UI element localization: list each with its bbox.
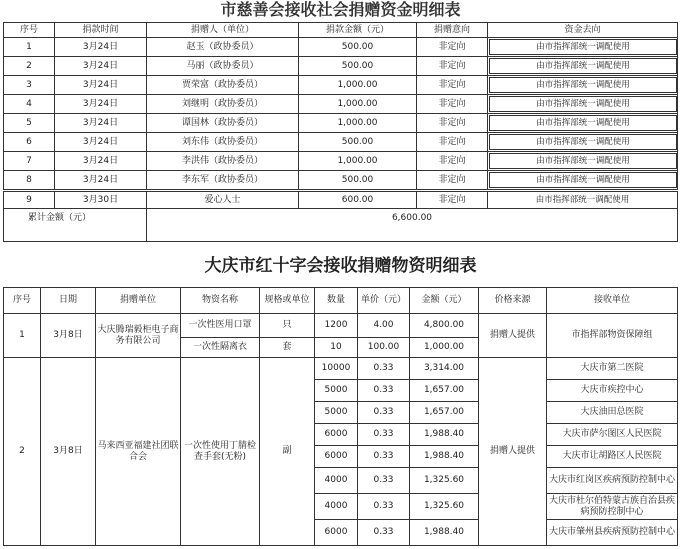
item-price: 100.00 [358,338,410,358]
item-price: 0.33 [358,446,410,468]
header-cell: 捐款金额（元） [299,23,417,38]
fund-destination [488,38,678,57]
fund-destination-text: 由市指挥部统一调配使用 [489,134,677,150]
item-amount: 3,314.00 [410,358,479,380]
donation-date: 3月24日 [55,76,147,95]
material-donation-table [3,287,678,546]
table-row [4,152,678,171]
table-row [4,314,678,338]
donation-amount: 600.00 [299,192,417,209]
item-amount: 1,325.60 [410,494,479,520]
item-amount: 1,988.40 [410,424,479,446]
item-quantity: 4000 [315,494,358,520]
total-row [4,209,678,242]
receiving-unit: 大庆市红岗区疾病预防控制中心 [547,468,678,494]
receiving-unit: 大庆油田总医院 [547,402,678,424]
donation-date: 3月24日 [55,38,147,57]
table-row [4,192,678,209]
header-cell: 捐赠人（单位） [147,23,299,38]
row-number: 3 [4,76,55,95]
item-price: 0.33 [358,494,410,520]
item-amount: 1,988.40 [410,446,479,468]
donation-date: 3月24日 [55,171,147,190]
donation-amount: 500.00 [299,57,417,76]
page-title-cash-donations: 市慈善会接收社会捐赠资金明细表 [220,0,461,19]
fund-destination [488,114,678,133]
page-title-material-donations: 大庆市红十字会接收捐赠物资明细表 [204,256,477,276]
donation-intent: 非定向 [417,38,488,57]
receiving-unit: 大庆市疾控中心 [547,380,678,402]
item-amount: 1,988.40 [410,520,479,546]
donation-date: 3月24日 [55,133,147,152]
fund-destination-text: 由市指挥部统一调配使用 [489,96,677,112]
fund-destination-text: 由市指挥部统一调配使用 [489,172,677,188]
donation-amount: 1,000.00 [299,114,417,133]
total-value: 6,600.00 [147,209,678,242]
header-cell: 价格来源 [479,288,547,314]
donor-name: 贾荣富（政协委员） [147,76,299,95]
item-name: 一次性隔离衣 [181,338,260,358]
fund-destination [488,57,678,76]
row-number: 9 [4,192,55,209]
header-cell: 捐赠单位 [96,288,181,314]
donation-date: 3月8日 [41,358,96,546]
donor-unit: 大庆腾瑞毅柜电子商务有限公司 [96,314,181,358]
header-cell: 捐款时间 [55,23,147,38]
donor-name: 马丽（政协委员） [147,57,299,76]
item-quantity: 10000 [315,358,358,380]
row-number: 8 [4,171,55,190]
item-price: 0.33 [358,380,410,402]
price-source: 捐赠人提供 [479,314,547,358]
donation-amount: 1,000.00 [299,76,417,95]
table-row [4,358,678,380]
item-unit: 套 [260,338,315,358]
donation-amount: 500.00 [299,38,417,57]
donation-intent: 非定向 [417,114,488,133]
donation-intent: 非定向 [417,133,488,152]
item-quantity: 5000 [315,380,358,402]
donation-date: 3月24日 [55,95,147,114]
table-row [4,57,678,76]
fund-destination: 由市指挥部统一调配使用 [488,192,678,209]
table-row [4,76,678,95]
item-amount: 1,657.00 [410,402,479,424]
item-amount: 1,000.00 [410,338,479,358]
donation-intent: 非定向 [417,171,488,190]
item-price: 0.33 [358,468,410,494]
donation-date: 3月30日 [55,192,147,209]
cash-donation-table-continued [3,191,678,242]
table-header-row [4,23,678,38]
row-number: 1 [4,314,41,358]
header-cell: 接收单位 [547,288,678,314]
header-cell: 数量 [315,288,358,314]
fund-destination [488,76,678,95]
donation-intent: 非定向 [417,152,488,171]
donation-amount: 1,000.00 [299,152,417,171]
donor-name: 刘东伟（政协委员） [147,133,299,152]
cash-donation-table [3,22,678,190]
header-cell: 规格或单位 [260,288,315,314]
item-quantity: 6000 [315,446,358,468]
item-unit: 只 [260,314,315,338]
item-price: 0.33 [358,402,410,424]
table-row [4,95,678,114]
donation-date: 3月24日 [55,152,147,171]
item-quantity: 4000 [315,468,358,494]
donation-date: 3月8日 [41,314,96,358]
donation-amount: 500.00 [299,133,417,152]
table-header-row [4,288,678,314]
donation-intent: 非定向 [417,76,488,95]
donation-amount: 1,000.00 [299,95,417,114]
fund-destination [488,152,678,171]
receiving-unit: 大庆市第二医院 [547,358,678,380]
item-name: 一次性使用丁腈检查手套(无粉) [181,358,260,546]
donor-name: 谭国林（政协委员） [147,114,299,133]
receiving-unit: 大庆市杜尔伯特蒙古族自治县疾病预防控制中心 [547,494,678,520]
header-cell: 金额（元） [410,288,479,314]
header-cell: 序号 [4,23,55,38]
table-row [4,171,678,190]
fund-destination-text: 由市指挥部统一调配使用 [489,153,677,169]
total-label: 累计金额（元） [4,209,147,242]
price-source: 捐赠人提供 [479,358,547,546]
row-number: 4 [4,95,55,114]
table-row [4,38,678,57]
donor-name: 刘继明（政协委员） [147,95,299,114]
item-price: 0.33 [358,358,410,380]
item-unit: 副 [260,358,315,546]
donation-amount: 500.00 [299,171,417,190]
receiving-unit: 大庆市让胡路区人民医院 [547,446,678,468]
item-amount: 1,657.00 [410,380,479,402]
header-cell: 日期 [41,288,96,314]
donor-name: 李洪伟（政协委员） [147,152,299,171]
row-number: 5 [4,114,55,133]
donation-date: 3月24日 [55,57,147,76]
item-quantity: 10 [315,338,358,358]
row-number: 2 [4,358,41,546]
table-row [4,114,678,133]
fund-destination-text: 由市指挥部统一调配使用 [489,77,677,93]
item-quantity: 6000 [315,520,358,546]
row-number: 6 [4,133,55,152]
item-price: 0.33 [358,520,410,546]
donation-date: 3月24日 [55,114,147,133]
fund-destination [488,171,678,190]
receiving-unit: 大庆市肇州县疾病预防控制中心 [547,520,678,546]
item-amount: 4,800.00 [410,314,479,338]
table-row [4,133,678,152]
header-cell: 物资名称 [181,288,260,314]
row-number: 7 [4,152,55,171]
donor-unit: 马来西亚福建社团联合会 [96,358,181,546]
donor-name: 爱心人士 [147,192,299,209]
header-cell: 捐赠意向 [417,23,488,38]
fund-destination-text: 由市指挥部统一调配使用 [489,39,677,55]
row-number: 1 [4,38,55,57]
row-number: 2 [4,57,55,76]
item-quantity: 1200 [315,314,358,338]
item-price: 4.00 [358,314,410,338]
header-cell: 资金去向 [488,23,678,38]
receiving-unit: 市指挥部物资保障组 [547,314,678,358]
item-quantity: 6000 [315,424,358,446]
donation-intent: 非定向 [417,57,488,76]
donor-name: 赵玉（政协委员） [147,38,299,57]
header-cell: 单价（元） [358,288,410,314]
fund-destination-text: 由市指挥部统一调配使用 [489,58,677,74]
donation-intent: 非定向 [417,95,488,114]
item-quantity: 5000 [315,402,358,424]
item-amount: 1,325.60 [410,468,479,494]
header-cell: 序号 [4,288,41,314]
fund-destination [488,133,678,152]
item-name: 一次性医用口罩 [181,314,260,338]
receiving-unit: 大庆市萨尔图区人民医院 [547,424,678,446]
fund-destination [488,95,678,114]
item-price: 0.33 [358,424,410,446]
donor-name: 李东军（政协委员） [147,171,299,190]
donation-intent: 非定向 [417,192,488,209]
fund-destination-text: 由市指挥部统一调配使用 [489,115,677,131]
